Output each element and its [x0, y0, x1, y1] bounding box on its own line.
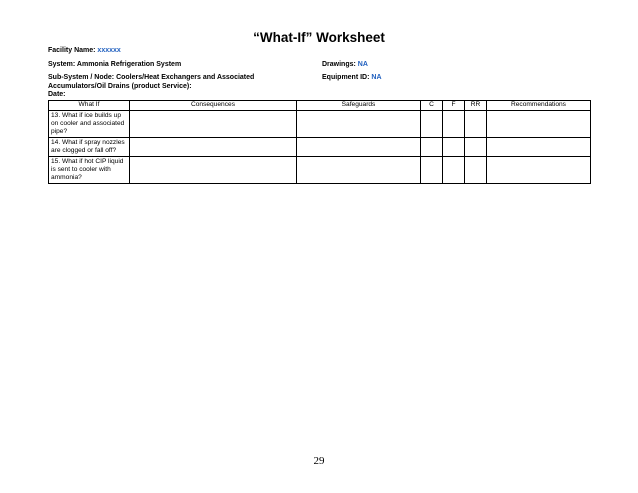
equipment-label: Equipment ID: [322, 74, 370, 81]
date-field [48, 90, 66, 99]
facility-field [48, 46, 121, 55]
header-what-if: What If [49, 101, 130, 111]
consequences-cell[interactable] [130, 111, 297, 138]
f-cell[interactable] [443, 157, 465, 184]
c-cell[interactable] [421, 111, 443, 138]
rr-cell[interactable] [465, 157, 487, 184]
facility-value: xxxxxx [97, 47, 121, 54]
recommendations-cell[interactable] [487, 138, 591, 157]
f-cell[interactable] [443, 111, 465, 138]
header-recommendations: Recommendations [487, 101, 591, 111]
safeguards-cell[interactable] [297, 157, 421, 184]
c-cell[interactable] [421, 138, 443, 157]
equipment-value: NA [371, 74, 382, 81]
facility-label: Facility Name: [48, 47, 96, 54]
recommendations-cell[interactable] [487, 111, 591, 138]
table-row [49, 111, 591, 138]
rr-cell[interactable] [465, 138, 487, 157]
header-f: F [443, 101, 465, 111]
equipment-field [322, 73, 382, 82]
subsystem-field [48, 73, 310, 91]
consequences-cell[interactable] [130, 138, 297, 157]
system-field [48, 60, 181, 69]
page-title: “What-If” Worksheet [253, 30, 385, 45]
safeguards-cell[interactable] [297, 111, 421, 138]
recommendations-cell[interactable] [487, 157, 591, 184]
system-label: System: [48, 61, 76, 68]
table-header-row [49, 101, 591, 111]
what-if-cell: 15. What if hot CIP liquid is sent to cooler with ammonia? [49, 157, 130, 184]
subsystem-label: Sub-System / Node: Coolers/Heat Exchangers and Associated Accumulators/Oil Drains (product Service): [48, 74, 255, 90]
date-label: Date: [48, 91, 66, 98]
system-value: Ammonia Refrigeration System [76, 61, 182, 68]
drawings-label: Drawings: [322, 61, 356, 68]
what-if-table [48, 100, 591, 184]
header-safeguards: Safeguards [297, 101, 421, 111]
f-cell[interactable] [443, 138, 465, 157]
page-number: 29 [313, 455, 325, 467]
header-rr: RR [465, 101, 487, 111]
table-row [49, 138, 591, 157]
what-if-cell: 13. What if ice builds up on cooler and associated pipe? [49, 111, 130, 138]
table-row [49, 157, 591, 184]
rr-cell[interactable] [465, 111, 487, 138]
consequences-cell[interactable] [130, 157, 297, 184]
c-cell[interactable] [421, 157, 443, 184]
header-consequences: Consequences [130, 101, 297, 111]
drawings-field [322, 60, 368, 69]
safeguards-cell[interactable] [297, 138, 421, 157]
header-c: C [421, 101, 443, 111]
drawings-value: NA [357, 61, 368, 68]
what-if-cell: 14. What if spray nozzles are clogged or fall off? [49, 138, 130, 157]
